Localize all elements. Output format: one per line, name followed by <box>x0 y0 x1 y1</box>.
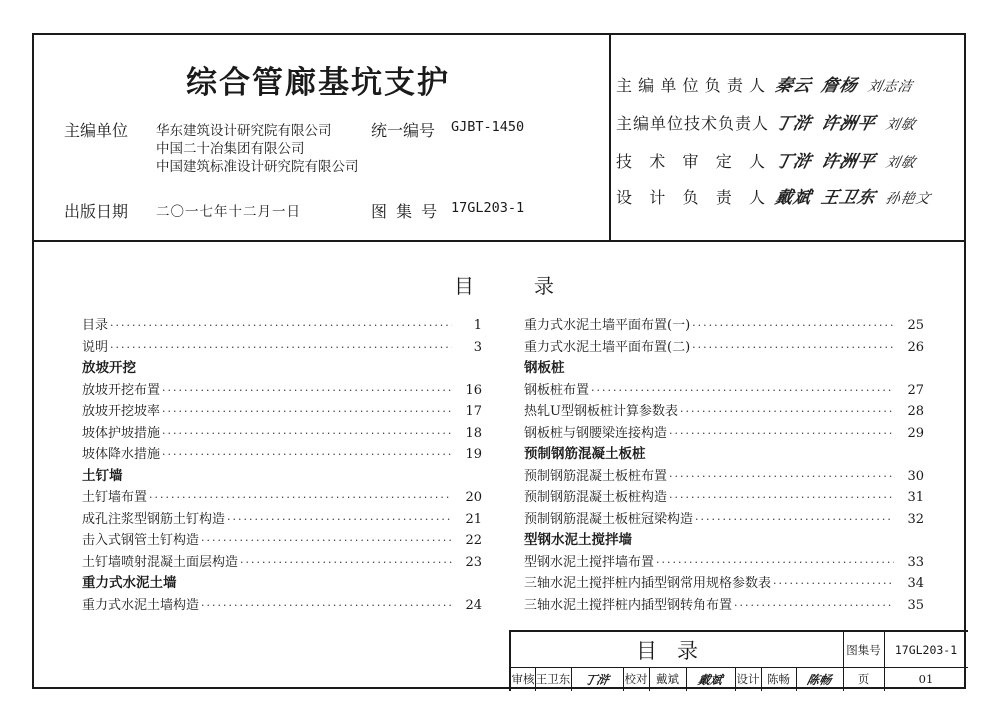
toc-leader-dots <box>162 401 452 423</box>
toc-entry-title: 预制钢筋混凝土板桩布置 <box>524 468 668 484</box>
toc-leader-dots <box>162 380 452 402</box>
signature: 孙艳文 <box>884 191 933 207</box>
toc-leader-dots <box>734 595 894 617</box>
title-block-atlas-label: 图集号 <box>846 642 881 657</box>
toc-entry[interactable] <box>82 444 482 466</box>
toc-leader-dots <box>669 466 894 488</box>
code-label: 统一编号 <box>371 121 436 140</box>
toc-leader-dots <box>692 315 894 337</box>
signature: 许洲平 <box>819 114 878 134</box>
title-block-name: 目录 <box>636 638 718 663</box>
date-value: 二〇一七年十二月一日 <box>156 204 301 220</box>
toc-entry-page: 35 <box>907 597 924 613</box>
toc-entry-page: 1 <box>473 318 482 333</box>
toc-entry[interactable] <box>82 509 482 531</box>
toc-entry-page: 28 <box>907 404 924 419</box>
design-name: 陈畅 <box>767 672 790 686</box>
check-signature: 戴斌 <box>696 672 724 687</box>
toc-entry-title: 土钉墙布置 <box>82 490 148 505</box>
atlas-value: 17GL203-1 <box>451 200 525 216</box>
review-name: 王卫东 <box>535 672 571 686</box>
signature: 丁浒 <box>773 152 814 172</box>
toc-entry-title: 目录 <box>82 318 109 333</box>
toc-entry-page: 20 <box>465 490 482 505</box>
toc-entry-title: 击入式钢管土钉构造 <box>82 533 200 548</box>
toc-entry-title: 三轴水泥土搅拌桩内插型钢常用规格参数表 <box>524 576 772 591</box>
toc-entry-page: 23 <box>465 554 482 570</box>
design-signature: 陈畅 <box>805 672 833 687</box>
toc-entry[interactable] <box>524 315 924 337</box>
toc-entry-title: 预制钢筋混凝土板桩构造 <box>524 490 668 505</box>
toc-entry-page: 34 <box>907 576 924 591</box>
toc-leader-dots <box>692 337 894 359</box>
toc-entry[interactable] <box>82 401 482 423</box>
toc-entry[interactable] <box>524 466 924 488</box>
toc-entry-page: 27 <box>907 382 924 398</box>
toc-leader-dots <box>162 423 452 445</box>
review-signature: 丁浒 <box>583 672 611 687</box>
toc-entry[interactable] <box>82 552 482 574</box>
editor-unit-3: 中国建筑标准设计研究院有限公司 <box>156 159 359 175</box>
toc-entry[interactable] <box>82 380 482 402</box>
toc-entry[interactable] <box>524 573 924 595</box>
signature: 詹杨 <box>819 76 860 96</box>
toc-leader-dots <box>227 509 452 531</box>
toc-section-heading: 预制钢筋混凝土板桩 <box>524 446 646 462</box>
toc-leader-dots <box>680 401 894 423</box>
resp-row-2 <box>616 109 916 134</box>
toc-entry-title: 型钢水泥土搅拌墙布置 <box>524 554 655 570</box>
signature: 刘敏 <box>884 117 918 133</box>
toc-leader-dots <box>201 530 452 552</box>
toc-entry[interactable] <box>82 487 482 509</box>
toc-entry[interactable] <box>82 315 482 337</box>
toc-entry-title: 钢板桩布置 <box>524 382 590 398</box>
toc-entry-title: 成孔注浆型钢筋土钉构造 <box>82 511 226 527</box>
toc-entry-page: 31 <box>907 490 924 505</box>
toc-section-heading: 放坡开挖 <box>82 360 136 376</box>
toc-entry-title: 重力式水泥土墙构造 <box>82 597 200 613</box>
toc-entry-page: 24 <box>465 597 482 613</box>
review-label: 审核 <box>511 672 535 686</box>
resp-row-3 <box>616 147 916 172</box>
resp-role: 设计负责人 <box>616 188 766 207</box>
toc-entry[interactable] <box>82 595 482 617</box>
title-block-atlas-value: 17GL203-1 <box>894 642 958 657</box>
toc-entry-title: 说明 <box>82 339 109 355</box>
resp-row-1 <box>616 71 913 96</box>
toc-entry[interactable] <box>524 595 924 617</box>
page-label: 页 <box>857 672 870 686</box>
toc-entry-page: 19 <box>465 447 482 462</box>
toc-title-right: 录 <box>534 274 554 298</box>
toc-entry-page: 32 <box>907 511 924 527</box>
toc-leader-dots <box>591 380 894 402</box>
toc-entry-title: 三轴水泥土搅拌桩内插型钢转角布置 <box>524 597 733 613</box>
toc-section-heading: 土钉墙 <box>82 467 123 484</box>
signature: 王卫东 <box>819 188 878 208</box>
resp-role: 主编单位技术负责人 <box>616 114 770 133</box>
toc-entry-title: 钢板桩与钢腰梁连接构造 <box>524 425 668 441</box>
toc-leader-dots <box>110 337 452 359</box>
toc-section-heading: 型钢水泥土搅拌墙 <box>524 532 632 548</box>
signature: 许洲平 <box>819 152 878 172</box>
toc-entry[interactable] <box>524 401 924 423</box>
toc-section-heading: 重力式水泥土墙 <box>82 575 177 591</box>
toc-entry-title: 预制钢筋混凝土板桩冠梁构造 <box>524 511 694 527</box>
toc-left-column <box>82 315 482 616</box>
toc-entry-title: 重力式水泥土墙平面布置(一) <box>524 318 691 333</box>
check-name: 戴斌 <box>656 672 679 686</box>
toc-entry-page: 25 <box>907 318 924 333</box>
toc-leader-dots <box>656 552 894 574</box>
toc-entry-title: 坡体护坡措施 <box>82 425 161 441</box>
editor-unit-1: 华东建筑设计研究院有限公司 <box>156 123 332 139</box>
toc-leader-dots <box>695 509 894 531</box>
toc-entry[interactable] <box>82 530 482 552</box>
header-vdivider <box>609 35 611 240</box>
toc-entry-page: 3 <box>473 339 482 355</box>
toc-entry-title: 热轧U型钢板桩计算参数表 <box>524 404 678 419</box>
toc-entry-page: 18 <box>465 425 482 441</box>
toc-entry-page: 22 <box>465 533 482 548</box>
design-label: 设计 <box>736 672 760 686</box>
signature: 丁浒 <box>773 114 814 134</box>
title-block <box>509 630 968 691</box>
toc-entry[interactable] <box>524 423 924 445</box>
toc-leader-dots <box>162 444 452 466</box>
toc-entry-page: 21 <box>465 511 482 527</box>
toc-leader-dots <box>240 552 452 574</box>
signature: 刘志洁 <box>866 79 915 95</box>
atlas-label: 图 集 号 <box>371 202 440 221</box>
toc-entry-page: 26 <box>907 339 924 355</box>
toc-entry[interactable] <box>524 552 924 574</box>
toc-entry[interactable] <box>524 380 924 402</box>
toc-entry-page: 17 <box>465 404 482 419</box>
signature: 戴斌 <box>773 188 814 208</box>
signature: 秦云 <box>773 76 814 96</box>
toc-entry-title: 放坡开挖布置 <box>82 382 161 398</box>
resp-role: 技术审定人 <box>616 152 766 171</box>
toc-section-heading: 钢板桩 <box>524 360 565 376</box>
resp-role: 主编单位负责人 <box>616 76 766 95</box>
toc-leader-dots <box>201 595 452 617</box>
check-label: 校对 <box>624 672 648 686</box>
page-value: 01 <box>918 672 934 686</box>
toc-entry[interactable] <box>524 337 924 359</box>
toc-entry-title: 重力式水泥土墙平面布置(二) <box>524 339 691 355</box>
header-divider <box>34 240 964 242</box>
toc-leader-dots <box>669 423 894 445</box>
toc-leader-dots <box>669 487 894 509</box>
toc-entry-page: 29 <box>907 425 924 441</box>
toc-entry[interactable] <box>524 509 924 531</box>
toc-leader-dots <box>773 573 894 595</box>
toc-leader-dots <box>110 315 452 337</box>
code-value: GJBT-1450 <box>451 119 525 135</box>
toc-entry-page: 33 <box>907 554 924 570</box>
toc-entry-title: 土钉墙喷射混凝土面层构造 <box>82 554 239 570</box>
editor-unit-2: 中国二十冶集团有限公司 <box>156 141 305 157</box>
toc-right-column <box>524 315 924 616</box>
toc-entry-page: 16 <box>465 382 482 398</box>
toc-leader-dots <box>149 487 452 509</box>
page-title: 综合管廊基坑支护 <box>186 65 450 101</box>
toc-entry-page: 30 <box>907 468 924 484</box>
toc-entry[interactable] <box>82 423 482 445</box>
toc-entry[interactable] <box>82 337 482 359</box>
toc-entry-title: 坡体降水措施 <box>82 447 161 462</box>
resp-row-4 <box>616 183 931 208</box>
date-label: 出版日期 <box>64 202 129 221</box>
signature: 刘敏 <box>884 155 918 171</box>
toc-entry[interactable] <box>524 487 924 509</box>
toc-title-left: 目 <box>454 274 474 298</box>
editor-label: 主编单位 <box>64 121 129 140</box>
toc-entry-title: 放坡开挖坡率 <box>82 404 161 419</box>
